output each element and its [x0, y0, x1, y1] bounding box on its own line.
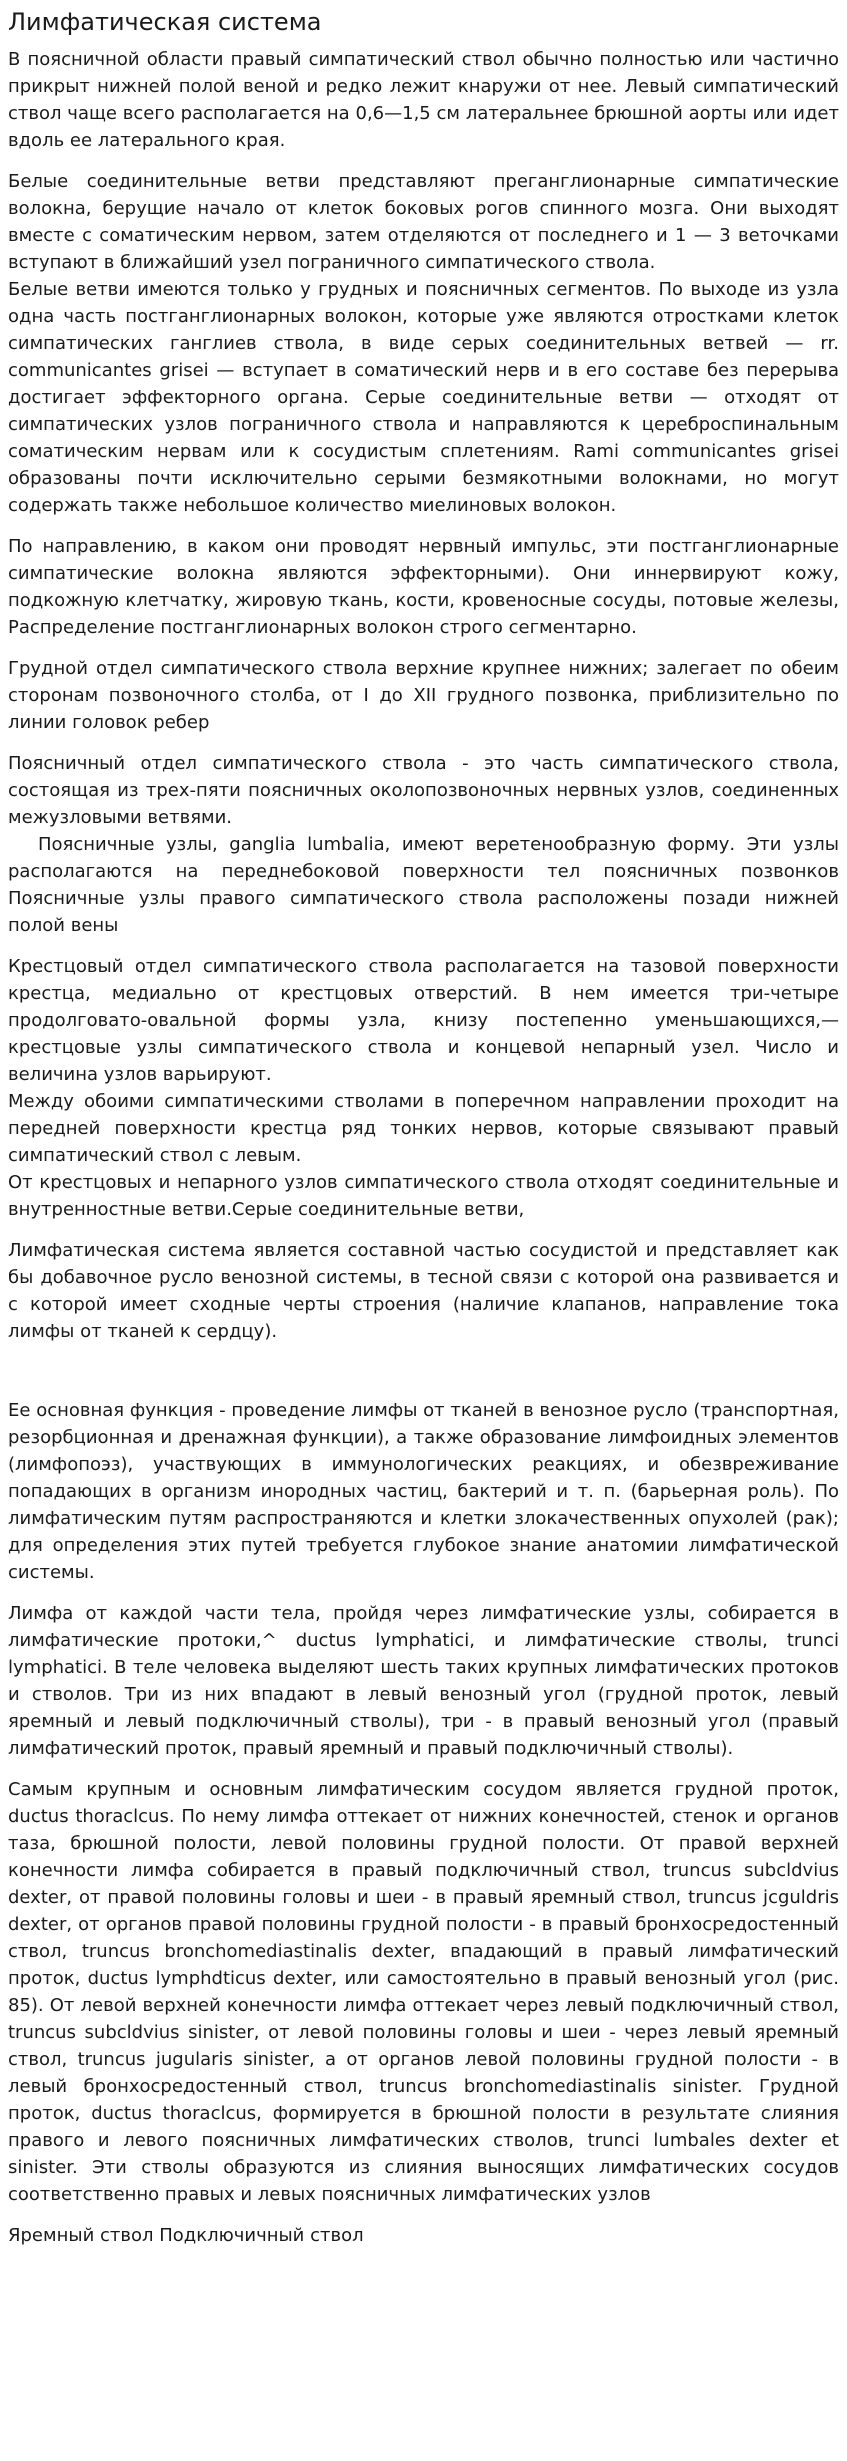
paragraph-thoracic-duct: Самым крупным и основным лимфатическим сосудом является грудной проток, ductus thoraclcus. По нему лимфа оттекает от нижних конечностей, стенок и органов таза, брюшной полости, левой половины грудной полости. От правой верхней конечности лимфа собирается в правый подключичный ствол, truncus subcldvius dexter, от правой половины головы и шеи - в правый яремный ствол, truncus jcguldris dexter, от органов правой половины грудной полости - в правый бронхосредостенный ствол, truncus bronchomediastinalis dexter, впадающий в правый лимфатический проток, ductus lymphdticus dexter, или самостоятельно в правый венозный угол (рис. 85). От левой верхней конечности лимфа оттекает через левый подключичный ствол, truncus subcldvius sinister, от левой половины головы и шеи - через левый яремный ствол, truncus jugularis sinister, а от органов левой половины грудной полости - в левый бронхосредостенный ствол, truncus bronchomediastinalis sinister. Грудной проток, ductus thoraclcus, формируется в брюшной полости в результате слияния правого и левого поясничных лимфатических стволов, trunci lumbales dexter et sinister. Эти стволы образуются из слияния выносящих лимфатических сосудов соответственно правых и левых поясничных лимфатических узлов	[8, 1779, 839, 2205]
paragraph-lymphatic-system-intro: Лимфатическая система является составной частью сосудистой и представляет как бы добавочное русло венозной системы, в тесной связи с которой она развивается и с которой имеет сходные черты строения (наличие клапанов, направление тока лимфы от тканей к сердцу).	[8, 1240, 839, 1342]
sacral-branches-text: От крестцовых и непарного узлов симпатического ствола отходят соединительные и внутренностные ветви.Серые соединительные ветви,	[8, 1172, 839, 1220]
blank-gap	[8, 1359, 839, 1397]
white-rami-origin-text: Белые соединительные ветви представляют преганглионарные симпатические волокна, берущие начало от клеток боковых рогов спинного мозга. Они выходят вместе с соматическим нервом, затем отделяются от последнего и 1 — 3 веточками вступают в ближайший узел пограничного симпатического ствола.	[8, 171, 839, 273]
paragraph-white-rami	[8, 168, 839, 519]
transverse-nerves-text: Между обоими симпатическими стволами в поперечном направлении проходит на передней поверхности крестца ряд тонких нервов, которые связывают правый симпатический ствол с левым.	[8, 1091, 839, 1166]
lumbar-ganglia-text: Поясничные узлы, ganglia lumbalia, имеют веретенообразную форму. Эти узлы располагаются на переднебоковой поверхности тел поясничных позвонков Поясничные узлы правого симпатического ствола расположены позади нижней полой вены	[8, 834, 839, 936]
lumbar-part-definition-text: Поясничный отдел симпатического ствола - это часть симпатического ствола, состоящая из трех-пяти поясничных околопозвоночных нервных узлов, соединенных межузловыми ветвями.	[8, 753, 839, 828]
paragraph-lumbar-trunk-position: В поясничной области правый симпатический ствол обычно полностью или частично прикрыт нижней полой веной и редко лежит кнаружи от нее. Левый симпатический ствол чаще всего располагается на 0,6—1,5 см латеральнее брюшной аорты или идет вдоль ее латерального края.	[8, 49, 839, 151]
paragraph-thoracic-part: Грудной отдел симпатического ствола верхние крупнее нижних; залегает по обеим сторонам позвоночного столба, от I до XII грудного позвонка, приблизительно по линии головок ребер	[8, 658, 839, 733]
sacral-part-text: Крестцовый отдел симпатического ствола располагается на тазовой поверхности крестца, медиально от крестцовых отверстий. В нем имеется три-четыре продолговато-овальной формы узла, книзу постепенно уменьшающихся,— крестцовые узлы симпатического ствола и концевой непарный узел. Число и величина узлов варьируют.	[8, 956, 839, 1085]
paragraph-lumbar-part	[8, 750, 839, 939]
grey-rami-text: Белые ветви имеются только у грудных и поясничных сегментов. По выходе из узла одна часть постганглионарных волокон, которые уже являются отростками клеток симпатических ганглиев ствола, в виде серых соединительных ветвей — rr. communicantes grisei — вступает в соматический нерв и в его составе без перерыва достигает эффекторного органа. Серые соединительные ветви — отходят от симпатических узлов пограничного ствола и направляются к цереброспинальным соматическим нервам или к сосудистым сплетениям. Rami communicantes grisei образованы почти исключительно серыми безмякотными волокнами, но могут содержать также небольшое количество миелиновых волокон.	[8, 279, 839, 516]
paragraph-trunk-names: Яремный ствол Подключичный ствол	[8, 2225, 364, 2246]
paragraph-lymphatic-function: Ее основная функция - проведение лимфы от тканей в венозное русло (транспортная, резорбционная и дренажная функции), а также образование лимфоидных элементов (лимфопоэз), участвующих в иммунологических реакциях, и обезвреживание попадающих в организм инородных частиц, бактерий и т. п. (барьерная роль). По лимфатическим путям распространяются и клетки злокачественных опухолей (рак); для определения этих путей требуется глубокое знание анатомии лимфатической системы.	[8, 1400, 839, 1583]
paragraph-sacral-part	[8, 953, 839, 1223]
paragraph-lymphatic-ducts: Лимфа от каждой части тела, пройдя через лимфатические узлы, собирается в лимфатические протоки,^ ductus lymphatici, и лимфатические стволы, trunci lymphatici. В теле человека выделяют шесть таких крупных лимфатических протоков и стволов. Три из них впадают в левый венозный угол (грудной проток, левый яремный и левый подключичный стволы), три - в правый венозный угол (правый лимфатический проток, правый яремный и правый подключичный стволы).	[8, 1603, 839, 1759]
paragraph-efferent-fibers: По направлению, в каком они проводят нервный импульс, эти постганглионарные симпатические волокна являются эффекторными). Они иннервируют кожу, подкожную клетчатку, жировую ткань, кости, кровеносные сосуды, потовые железы, Распределение постганглионарных волокон строго сегментарно.	[8, 536, 839, 638]
page-title: Лимфатическая система	[8, 8, 322, 36]
